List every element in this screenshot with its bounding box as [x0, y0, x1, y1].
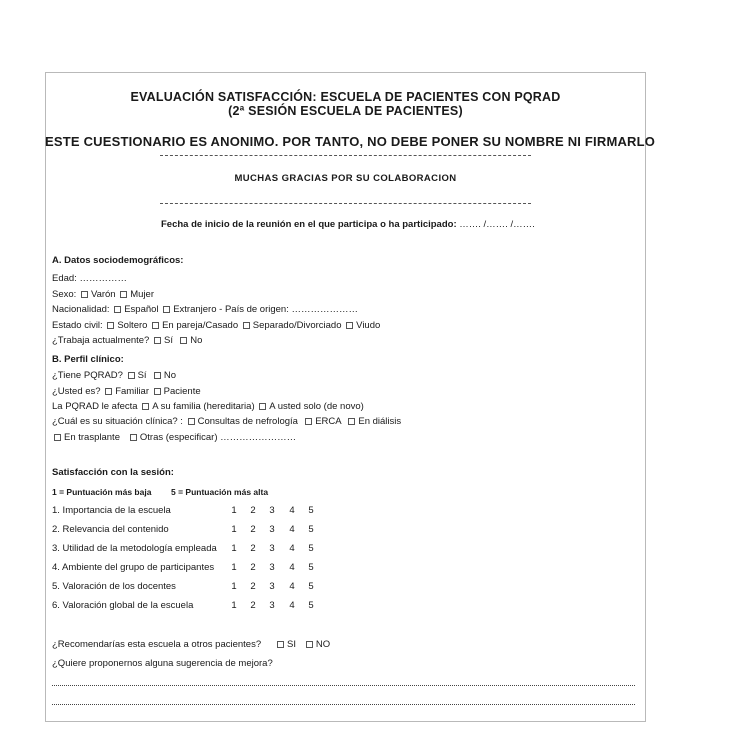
rating-item-label: 6. Valoración global de la escuela: [52, 600, 194, 611]
checkbox-dialysis[interactable]: [348, 418, 355, 425]
form-title: EVALUACIÓN SATISFACCIÓN: ESCUELA DE PACIENTES CON PQRAD: [130, 90, 561, 104]
form-frame: [45, 72, 656, 722]
clinical-status-label: ¿Cuál es su situación clínica? :: [52, 416, 183, 427]
rating-option[interactable]: 3: [269, 505, 275, 516]
thanks-text: MUCHAS GRACIAS POR SU COLABORACION: [234, 173, 457, 184]
divider-bottom: [160, 203, 531, 204]
option-hereditary: A su familia (hereditaria): [152, 401, 255, 412]
checkbox-single[interactable]: [107, 322, 114, 329]
rating-option[interactable]: 2: [250, 524, 256, 535]
rating-option[interactable]: 5: [308, 524, 314, 535]
role-row: [52, 386, 201, 397]
nationality-label: Nacionalidad:: [52, 304, 110, 315]
rating-option[interactable]: 1: [231, 543, 237, 554]
option-employed-no: No: [190, 335, 203, 346]
rating-option[interactable]: 3: [269, 524, 275, 535]
option-nephrology: Consultas de nefrología: [197, 416, 298, 427]
option-widowed: Viudo: [356, 320, 381, 331]
suggestion-line-2[interactable]: [52, 704, 635, 705]
rating-option[interactable]: 4: [289, 543, 295, 554]
option-male: Varón: [90, 289, 116, 300]
other-input[interactable]: ……………………: [220, 432, 297, 443]
rating-option[interactable]: 1: [231, 581, 237, 592]
date-row: [161, 219, 535, 230]
rating-option[interactable]: 5: [308, 600, 314, 611]
checkbox-erca[interactable]: [305, 418, 312, 425]
checkbox-widowed[interactable]: [346, 322, 353, 329]
form-subtitle: (2ª SESIÓN ESCUELA DE PACIENTES): [228, 104, 463, 118]
country-input[interactable]: …………………: [291, 304, 358, 315]
option-de-novo: A usted solo (de novo): [269, 401, 364, 412]
option-dialysis: En diálisis: [358, 416, 402, 427]
option-relative: Familiar: [115, 386, 149, 397]
option-pqrad-yes: Sí: [137, 370, 147, 381]
divider-top: [160, 155, 531, 156]
civil-status-row: [52, 320, 380, 331]
recommend-options: [275, 639, 330, 650]
checkbox-pqrad-yes[interactable]: [128, 372, 135, 379]
option-recommend-no: NO: [315, 639, 331, 650]
employment-row: [52, 335, 202, 346]
checkbox-pqrad-no[interactable]: [154, 372, 161, 379]
rating-item-label: 4. Ambiente del grupo de participantes: [52, 562, 215, 573]
rating-option[interactable]: 3: [269, 562, 275, 573]
rating-option[interactable]: 4: [289, 581, 295, 592]
rating-item-label: 5. Valoración de los docentes: [52, 581, 176, 592]
clinical-status-row: [52, 416, 401, 427]
affects-row: [52, 401, 364, 412]
option-divorced: Separado/Divorciado: [252, 320, 342, 331]
option-employed-yes: Sí: [163, 335, 173, 346]
option-partner: En pareja/Casado: [162, 320, 239, 331]
option-patient: Paciente: [163, 386, 201, 397]
rating-option[interactable]: 2: [250, 581, 256, 592]
suggestion-line-1[interactable]: [52, 685, 635, 686]
scale-low-legend: 1 = Puntuación más baja: [52, 487, 152, 497]
option-transplant: En trasplante: [64, 432, 120, 443]
option-pqrad-no: No: [163, 370, 176, 381]
suggestion-label: ¿Quiere proponernos alguna sugerencia de mejora?: [52, 658, 273, 669]
rating-option[interactable]: 3: [269, 600, 275, 611]
satisfaction-heading: Satisfacción con la sesión:: [52, 467, 174, 478]
anonymous-notice: ESTE CUESTIONARIO ES ANONIMO. POR TANTO, NO DEBE PONER SU NOMBRE NI FIRMARLO: [45, 134, 656, 149]
rating-option[interactable]: 1: [231, 505, 237, 516]
rating-option[interactable]: 5: [308, 562, 314, 573]
checkbox-employed-no[interactable]: [180, 337, 187, 344]
checkbox-male[interactable]: [81, 291, 88, 298]
option-spanish: Español: [124, 304, 159, 315]
employment-label: ¿Trabaja actualmente?: [52, 335, 150, 346]
checkbox-de-novo[interactable]: [259, 403, 266, 410]
checkbox-divorced[interactable]: [243, 322, 250, 329]
option-foreign: Extranjero - País de origen:: [173, 304, 289, 315]
rating-option[interactable]: 5: [308, 543, 314, 554]
sex-label: Sexo:: [52, 289, 77, 300]
age-label: Edad:: [52, 273, 77, 284]
checkbox-female[interactable]: [120, 291, 127, 298]
rating-option[interactable]: 3: [269, 581, 275, 592]
section-a-heading: A. Datos sociodemográficos:: [52, 255, 184, 266]
age-input[interactable]: ……………: [79, 273, 127, 284]
recommend-row: [52, 639, 261, 650]
option-erca: ERCA: [315, 416, 342, 427]
option-single: Soltero: [117, 320, 148, 331]
role-label: ¿Usted es?: [52, 386, 101, 397]
affects-label: La PQRAD le afecta: [52, 401, 138, 412]
rating-option[interactable]: 2: [250, 505, 256, 516]
checkbox-transplant[interactable]: [54, 434, 61, 441]
rating-option[interactable]: 1: [231, 562, 237, 573]
rating-option[interactable]: 4: [289, 562, 295, 573]
checkbox-nephrology[interactable]: [188, 418, 195, 425]
checkbox-partner[interactable]: [152, 322, 159, 329]
option-recommend-yes: SI: [287, 639, 296, 650]
rating-item-label: 1. Importancia de la escuela: [52, 505, 171, 516]
checkbox-patient[interactable]: [154, 388, 161, 395]
checkbox-spanish[interactable]: [114, 306, 121, 313]
recommend-label: ¿Recomendarías esta escuela a otros pacientes?: [52, 639, 262, 650]
nationality-row: [52, 304, 358, 315]
date-input[interactable]: ……. /……. /…….: [459, 219, 535, 230]
option-other: Otras (especificar): [139, 432, 218, 443]
rating-item-label: 2. Relevancia del contenido: [52, 524, 169, 535]
clinical-status-row-2: [52, 432, 296, 443]
rating-option[interactable]: 4: [289, 505, 295, 516]
checkbox-relative[interactable]: [105, 388, 112, 395]
rating-option[interactable]: 4: [289, 600, 295, 611]
checkbox-recommend-yes[interactable]: [277, 641, 284, 648]
rating-option[interactable]: 2: [250, 562, 256, 573]
rating-option[interactable]: 3: [269, 543, 275, 554]
date-label: Fecha de inicio de la reunión en el que participa o ha participado:: [161, 219, 457, 230]
age-row: [52, 273, 127, 284]
civil-status-label: Estado civil:: [52, 320, 103, 331]
rating-option[interactable]: 1: [231, 600, 237, 611]
pqrad-row: [52, 370, 176, 381]
scale-high-legend: 5 = Puntuación más alta: [171, 487, 269, 497]
rating-option[interactable]: 2: [250, 543, 256, 554]
rating-option[interactable]: 4: [289, 524, 295, 535]
checkbox-employed-yes[interactable]: [154, 337, 161, 344]
checkbox-hereditary[interactable]: [142, 403, 149, 410]
checkbox-other[interactable]: [130, 434, 137, 441]
section-b-heading: B. Perfil clínico:: [52, 354, 124, 365]
rating-option[interactable]: 5: [308, 581, 314, 592]
checkbox-foreign[interactable]: [163, 306, 170, 313]
rating-option[interactable]: 1: [231, 524, 237, 535]
sex-row: [52, 289, 154, 300]
rating-option[interactable]: 2: [250, 600, 256, 611]
checkbox-recommend-no[interactable]: [306, 641, 313, 648]
rating-item-label: 3. Utilidad de la metodología empleada: [52, 543, 217, 554]
pqrad-label: ¿Tiene PQRAD?: [52, 370, 123, 381]
rating-option[interactable]: 5: [308, 505, 314, 516]
option-female: Mujer: [130, 289, 154, 300]
